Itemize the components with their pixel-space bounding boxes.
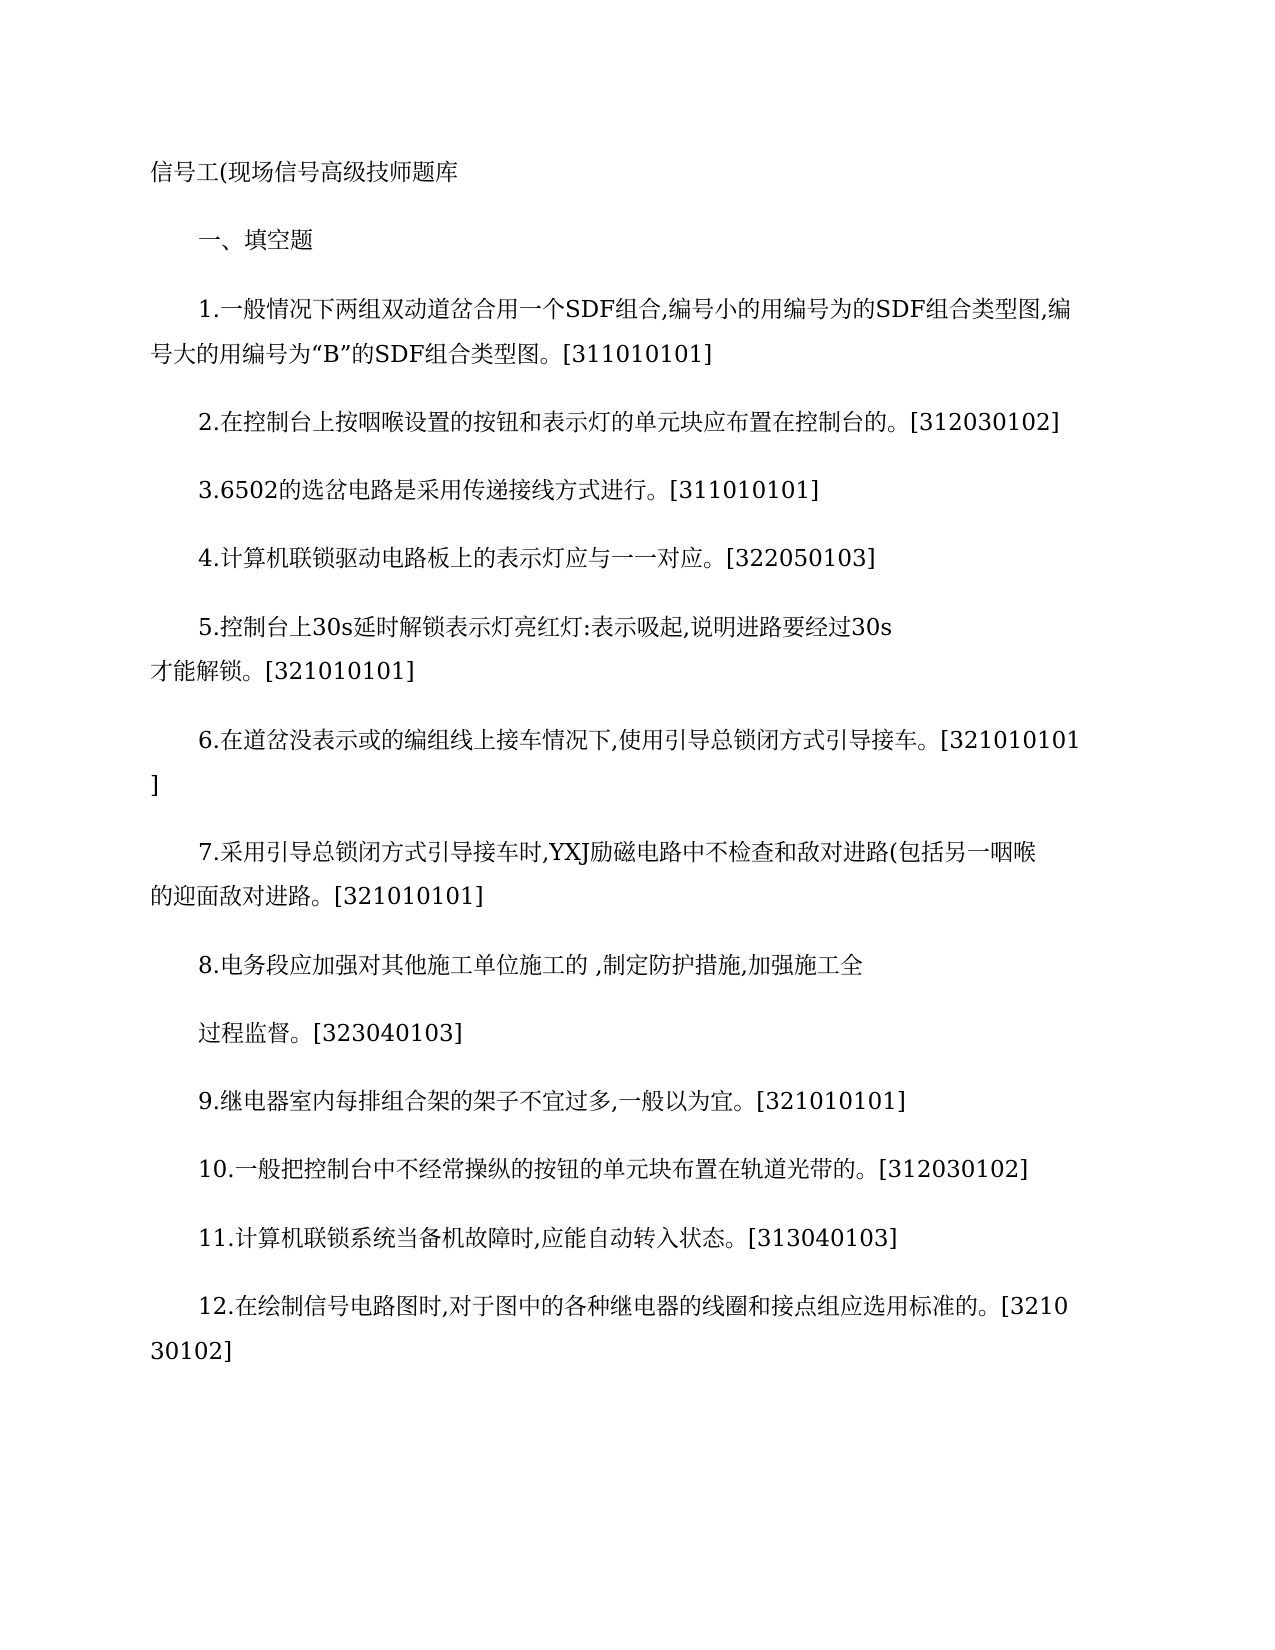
- question-7-line-1: 7.采用引导总锁闭方式引导接车时,YXJ励磁电路中不检查和敌对进路(包括另一咽喉: [198, 840, 1037, 866]
- question-12-line-2: 30102]: [150, 1339, 233, 1365]
- question-6-line-1: 6.在道岔没表示或的编组线上接车情况下,使用引导总锁闭方式引导接车。[321010101: [198, 728, 1081, 754]
- question-5-line-2: 才能解锁。[321010101]: [150, 659, 415, 685]
- question-3-line-1: 3.6502的选岔电路是采用传递接线方式进行。[311010101]: [198, 478, 820, 504]
- question-10-line-1: 10.一般把控制台中不经常操纵的按钮的单元块布置在轨道光带的。[312030102]: [198, 1157, 1029, 1183]
- question-5-line-1: 5.控制台上30s延时解锁表示灯亮红灯:表示吸起,说明进路要经过30s: [198, 615, 893, 641]
- question-1-line-2: 号大的用编号为“B”的SDF组合类型图。[311010101]: [150, 342, 713, 368]
- question-4-line-1: 4.计算机联锁驱动电路板上的表示灯应与一一对应。[322050103]: [198, 546, 876, 572]
- question-8-line-1: 8.电务段应加强对其他施工单位施工的 ,制定防护措施,加强施工全: [198, 953, 863, 979]
- question-9-line-1: 9.继电器室内每排组合架的架子不宜过多,一般以为宜。[321010101]: [198, 1089, 906, 1115]
- question-8-line-2: 过程监督。[323040103]: [198, 1021, 463, 1047]
- question-12-line-1: 12.在绘制信号电路图时,对于图中的各种继电器的线圈和接点组应选用标准的。[3210: [198, 1294, 1069, 1320]
- question-2-line-1: 2.在控制台上按咽喉设置的按钮和表示灯的单元块应布置在控制台的。[312030102]: [198, 410, 1060, 436]
- question-7-line-2: 的迎面敌对进路。[321010101]: [150, 884, 484, 910]
- question-11-line-1: 11.计算机联锁系统当备机故障时,应能自动转入状态。[313040103]: [198, 1226, 898, 1252]
- section-heading: 一、填空题: [198, 228, 313, 254]
- document-title: 信号工(现场信号高级技师题库: [150, 160, 458, 186]
- question-1-line-1: 1.一般情况下两组双动道岔合用一个SDF组合,编号小的用编号为的SDF组合类型图,编: [198, 297, 1071, 323]
- question-6-line-2: ]: [150, 773, 159, 799]
